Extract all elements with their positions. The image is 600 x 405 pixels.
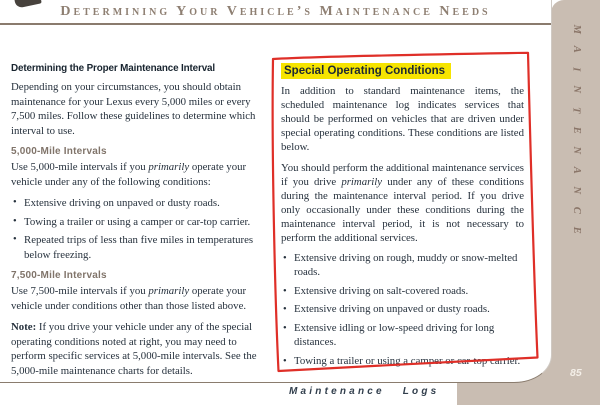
lead-emphasis: primarily [148,161,190,173]
maintenance-tab-letter: N [570,146,582,154]
lead-pre: Use 7,500-mile intervals if you [11,285,149,297]
maintenance-tab-letter: I [570,67,582,72]
left-column [11,62,261,385]
special-conditions-p1: In addition to standard maintenance items, the scheduled maintenance log indicates services that should be performed on vehicles that are driven under special operating conditions. These conditions are listed below. [281,85,524,153]
interval-7500-lead [11,284,261,313]
left-column-heading: Determining the Proper Maintenance Interval [11,62,216,74]
header-rule [0,23,551,25]
special-conditions-list [281,252,524,369]
maintenance-tab-letter: E [570,227,582,235]
condition-item: • Towing a trailer or using a camper or car-top carrier. [11,215,261,230]
special-conditions-p2 [281,161,524,245]
p2-post: under any of these conditions during the maintenance interval period. If you drive only occasionally under these conditions during the maintenance interval period, it is not necessary to perform the additional services. [281,176,524,244]
footer-section-label: Maintenance Logs [289,386,440,397]
right-column [281,61,524,376]
maintenance-tab-text [551,24,600,236]
maintenance-tab-letter: T [570,106,582,114]
maintenance-tab-letter: E [570,126,582,134]
note-paragraph [11,320,261,378]
lead-post: operate your vehicle under any of the following conditions: [11,161,247,188]
condition-item: • Repeated trips of less than five miles in temperatures below freezing. [11,233,261,262]
maintenance-tab-letter: A [570,166,582,174]
maintenance-tab-letter: C [570,207,582,215]
interval-5000-heading: 5,000-Mile Intervals [11,146,107,157]
maintenance-tab-letter: A [570,45,582,53]
lead-pre: Use 5,000-mile intervals if you [11,161,149,173]
note-text: If you drive your vehicle under any of the special operating conditions noted at right, you may need to perform specific services at 5,000-mile intervals. See the 5,000-mile maintenance charts for details. [11,321,257,377]
page-number: 85 [570,367,582,379]
condition-item: • Towing a trailer or using a camper or car-top carrier. [281,355,524,369]
maintenance-tab-letter: N [570,186,582,195]
intro-paragraph: Depending on your circumstances, you should obtain maintenance for your Lexus every 5,000 miles or every 7,500 miles. Follow these guidelines to determine which interval to use. [11,81,256,137]
p2-emphasis: primarily [341,176,383,188]
p2-pre: You should perform the additional maintenance services if you drive [281,162,524,188]
interval-5000-lead [11,160,261,189]
page-title: Determining Your Vehicle’s Maintenance Needs [60,4,491,19]
condition-item: • Extensive driving on unpaved or dusty roads. [11,196,261,211]
note-label: Note: [11,321,37,333]
lead-post: operate your vehicle under conditions other than those listed above. [11,285,247,312]
condition-item: • Extensive driving on salt-covered roads. [281,285,524,299]
special-conditions-heading: Special Operating Conditions [281,63,451,79]
interval-5000-conditions [11,196,261,262]
lead-emphasis: primarily [148,285,190,297]
condition-item: • Extensive driving on rough, muddy or snow-melted roads. [281,252,524,280]
interval-7500-heading: 7,500-Mile Intervals [11,270,107,281]
condition-item: • Extensive driving on unpaved or dusty roads. [281,303,524,317]
maintenance-tab-letter: M [570,24,582,34]
condition-item: • Extensive idling or low-speed driving for long distances. [281,322,524,350]
maintenance-tab-letter: N [570,85,582,94]
